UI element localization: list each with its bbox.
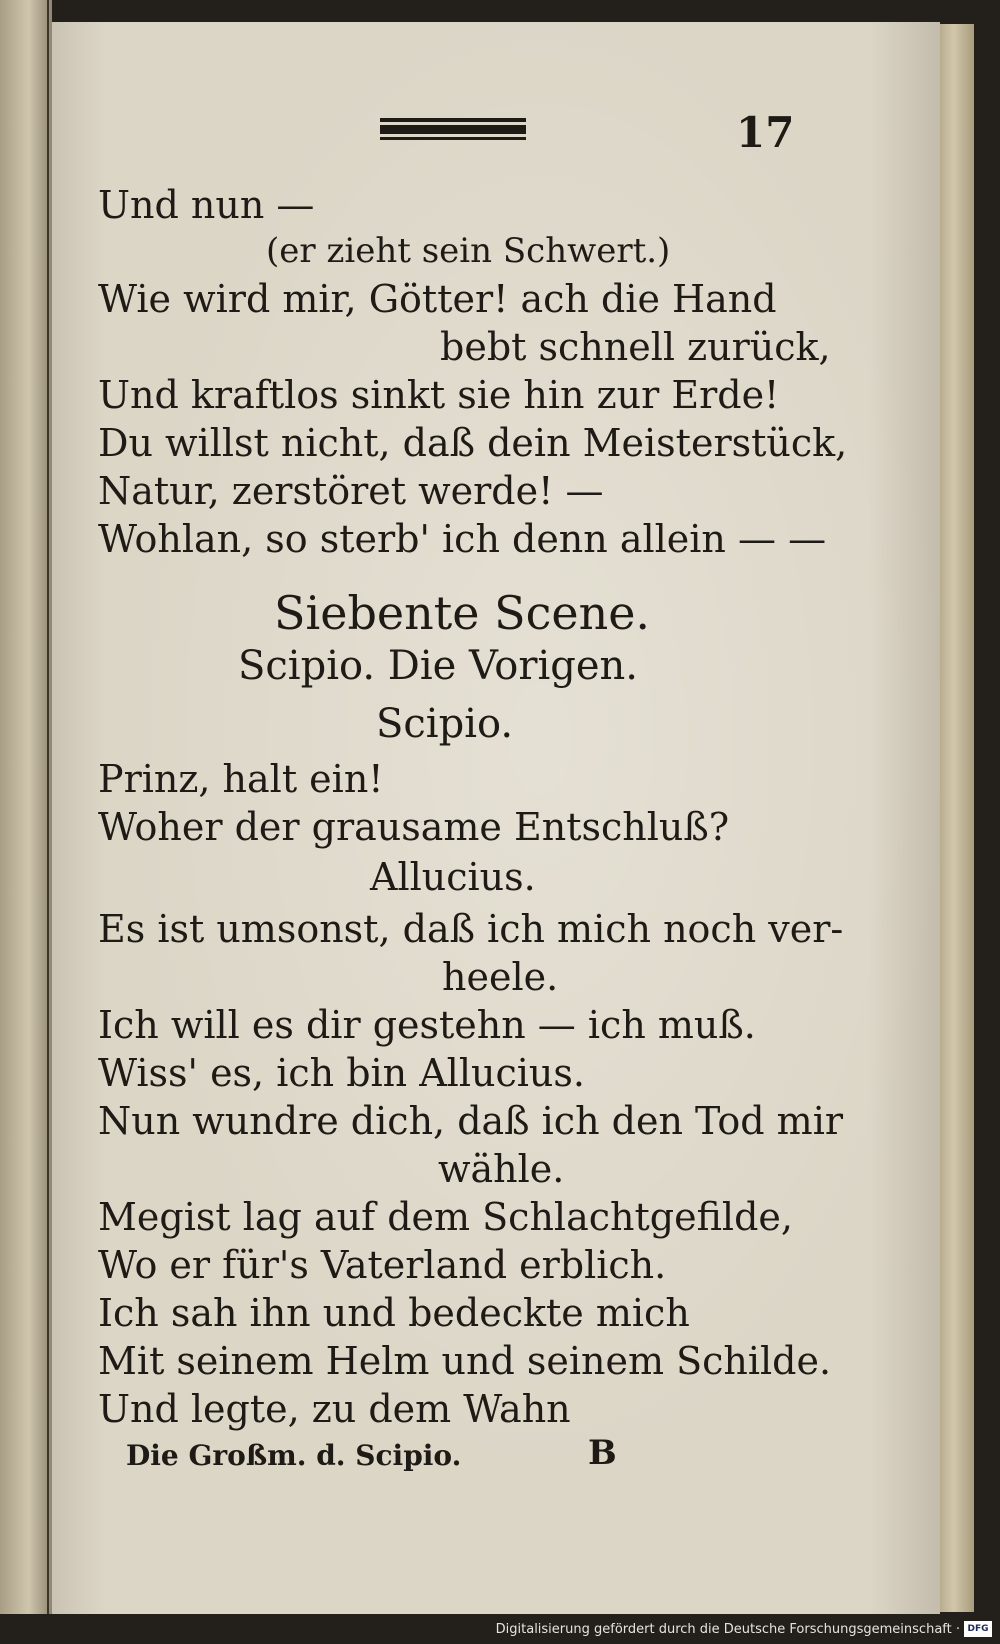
speech-line: Mit seinem Helm und seinem Schilde. [98, 1339, 832, 1383]
speech-line: Megist lag auf dem Schlachtgefilde, [98, 1195, 793, 1239]
verse-line: Und kraftlos sinkt sie hin zur Erde! [98, 373, 780, 417]
scene-heading: Siebente Scene. [274, 586, 651, 640]
verse-line: Natur, zerstöret werde! — [98, 469, 604, 513]
book-page [52, 22, 940, 1614]
footer-credit: Digitalisierung gefördert durch die Deutsche Forschungsgemeinschaft · [495, 1622, 960, 1637]
book-page-edges [940, 24, 974, 1612]
signature-mark: B [588, 1433, 617, 1473]
speech-line: Woher der grausame Entschluß? [98, 805, 730, 849]
speech-line: Ich sah ihn und bedeckte mich [98, 1291, 690, 1335]
signature-line: Die Großm. d. Scipio. [126, 1439, 462, 1472]
speech-line: Prinz, halt ein! [98, 757, 384, 801]
previous-page-edge [0, 0, 52, 1644]
speech-line: Wiss' es, ich bin Allucius. [98, 1051, 585, 1095]
stage-direction: (er zieht sein Schwert.) [266, 231, 671, 271]
verse-line: Du willst nicht, daß dein Meisterstück, [98, 421, 848, 465]
speech-line: Und legte, zu dem Wahn [98, 1387, 571, 1431]
verse-line: Und nun — [98, 183, 315, 227]
speech-line: Es ist umsonst, daß ich mich noch ver- [98, 907, 844, 951]
speech-line: Ich will es dir gestehn — ich muß. [98, 1003, 756, 1047]
verse-line: Wie wird mir, Götter! ach die Hand [98, 277, 777, 321]
dfg-logo-icon: DFG [964, 1621, 992, 1637]
verse-line: Wohlan, so sterb' ich denn allein — — [98, 517, 827, 561]
speech-line: Nun wundre dich, daß ich den Tod mir [98, 1099, 844, 1143]
speaker-name: Scipio. [376, 701, 514, 747]
speech-line: wähle. [438, 1147, 565, 1191]
speech-line: heele. [442, 955, 559, 999]
speech-line: Wo er für's Vaterland erblich. [98, 1243, 667, 1287]
header-ornament-rule [380, 118, 526, 140]
scene-persons: Scipio. Die Vorigen. [238, 643, 639, 689]
verse-line: bebt schnell zurück, [440, 325, 831, 369]
speaker-name: Allucius. [370, 855, 536, 899]
page-number: 17 [736, 108, 795, 157]
